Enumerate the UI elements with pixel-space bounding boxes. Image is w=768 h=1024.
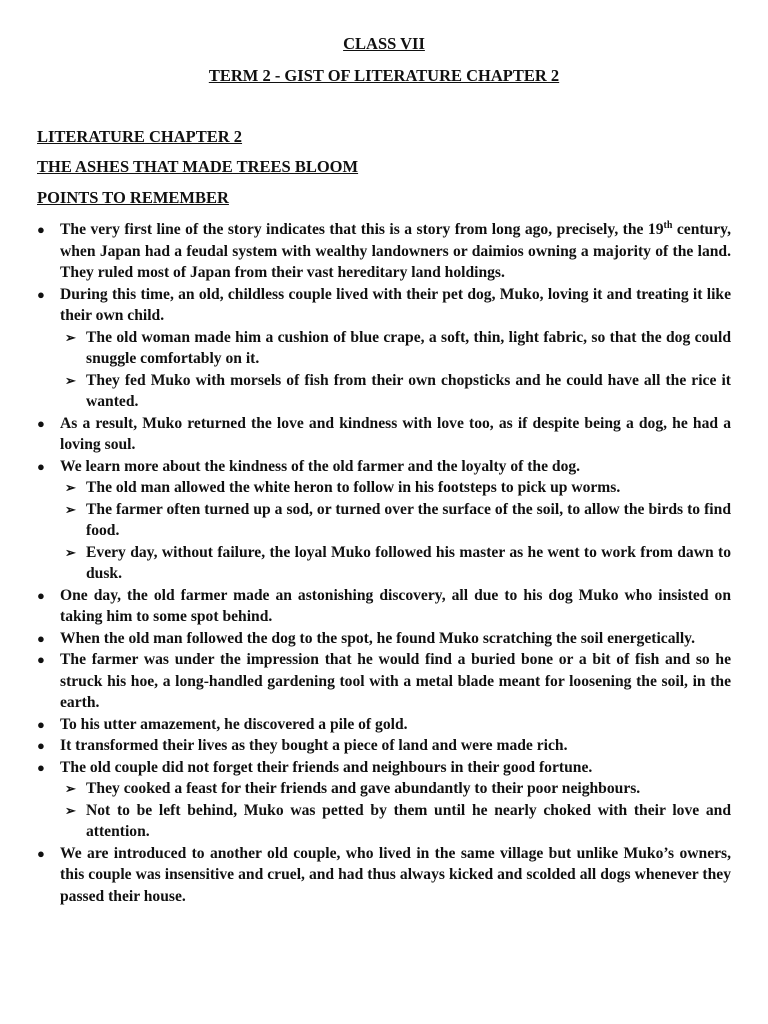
points-list — [37, 219, 731, 907]
sub-point-text: The farmer often turned up a sod, or turned over the surface of the soil, to allow the birds to find food. — [86, 500, 731, 539]
chapter-heading: LITERATURE CHAPTER 2 — [37, 127, 243, 146]
point-text: The old couple did not forget their friends and neighbours in their good fortune. — [60, 758, 593, 776]
bullet-icon: ● — [37, 458, 45, 474]
list-item — [37, 757, 731, 779]
points-list-container — [37, 219, 731, 907]
term-title: TERM 2 - GIST OF LITERATURE CHAPTER 2 — [208, 66, 560, 85]
list-item — [37, 735, 731, 757]
list-item — [37, 843, 731, 908]
points-heading: POINTS TO REMEMBER — [37, 188, 229, 207]
point-text: To his utter amazement, he discovered a pile of gold. — [60, 715, 408, 733]
story-title: THE ASHES THAT MADE TREES BLOOM — [37, 157, 359, 176]
bullet-icon: ● — [37, 716, 45, 732]
bullet-icon: ● — [37, 286, 45, 302]
bullet-icon: ● — [37, 738, 45, 753]
sub-list-item — [37, 327, 731, 370]
point-text: When the old man followed the dog to the spot, he found Muko scratching the soil energetically. — [60, 629, 696, 647]
point-text: As a result, Muko returned the love and kindness with love too, as if despite being a dog, he had a loving soul. — [60, 414, 731, 453]
list-item — [37, 456, 731, 478]
point-text: century, when Japan had a feudal system with wealthy landowners or daimios owning a majority of the land. They ruled most of Japan from their vast hereditary land holdings. — [60, 221, 731, 281]
list-item — [37, 219, 731, 284]
sub-point-text: They cooked a feast for their friends and gave abundantly to their poor neighbours. — [86, 780, 641, 797]
list-item — [37, 585, 731, 628]
bullet-icon: ● — [37, 587, 45, 603]
list-item — [37, 413, 731, 456]
list-item — [37, 649, 731, 714]
bullet-icon: ● — [37, 630, 45, 646]
sub-list-item — [37, 370, 731, 413]
bullet-icon: ● — [37, 222, 45, 237]
arrow-bullet-icon: ➢ — [65, 802, 76, 818]
point-text: It transformed their lives as they bought a piece of land and were made rich. — [60, 737, 568, 754]
list-item — [37, 714, 731, 736]
sub-point-text: The old man allowed the white heron to follow in his footsteps to pick up worms. — [86, 479, 621, 496]
list-item — [37, 628, 731, 650]
point-text: One day, the old farmer made an astonishing discovery, all due to his dog Muko who insisted on taking him to some spot behind. — [60, 586, 731, 625]
sub-point-text: Every day, without failure, the loyal Muko followed his master as he went to work from dawn to dusk. — [86, 543, 731, 582]
bullet-icon: ● — [37, 845, 45, 861]
sub-point-text: They fed Muko with morsels of fish from their own chopsticks and he could have all the rice it wanted. — [86, 371, 731, 410]
point-text: During this time, an old, childless couple lived with their pet dog, Muko, loving it and treating it like their own child. — [60, 285, 731, 324]
point-text: The farmer was under the impression that he would find a buried bone or a bit of fish and so he struck his hoe, a long-handled gardening tool with a metal blade meant for loosening the soil, in the earth. — [60, 651, 731, 711]
arrow-bullet-icon: ➢ — [65, 480, 76, 495]
arrow-bullet-icon: ➢ — [65, 501, 76, 517]
sub-list-item — [37, 800, 731, 843]
list-item — [37, 284, 731, 327]
sub-list-item — [37, 499, 731, 542]
point-text: The very first line of the story indicates that this is a story from long ago, precisely, the 19 — [60, 221, 664, 238]
bullet-icon: ● — [37, 759, 45, 775]
class-title: CLASS VII — [343, 34, 425, 53]
sub-point-text: The old woman made him a cushion of blue crape, a soft, thin, light fabric, so that the dog could snuggle comfortably on it. — [86, 328, 731, 367]
sub-list — [37, 778, 731, 843]
arrow-bullet-icon: ➢ — [65, 544, 76, 560]
sub-point-text: Not to be left behind, Muko was petted by them until he nearly choked with their love and attention. — [86, 801, 731, 840]
point-text: We are introduced to another old couple, who lived in the same village but unlike Muko’s owners, this couple was insensitive and cruel, and had thus always kicked and scolded all dogs whenever they passed their house. — [60, 844, 731, 905]
sub-list-item — [37, 477, 731, 499]
arrow-bullet-icon: ➢ — [65, 329, 76, 345]
bullet-icon: ● — [37, 652, 45, 667]
sub-list — [37, 327, 731, 413]
sub-list — [37, 477, 731, 585]
arrow-bullet-icon: ➢ — [65, 372, 76, 388]
superscript: th — [663, 219, 673, 231]
point-text: We learn more about the kindness of the old farmer and the loyalty of the dog. — [60, 457, 581, 475]
sub-list-item — [37, 542, 731, 585]
sub-list-item — [37, 778, 731, 800]
arrow-bullet-icon: ➢ — [65, 781, 76, 796]
bullet-icon: ● — [37, 415, 45, 431]
